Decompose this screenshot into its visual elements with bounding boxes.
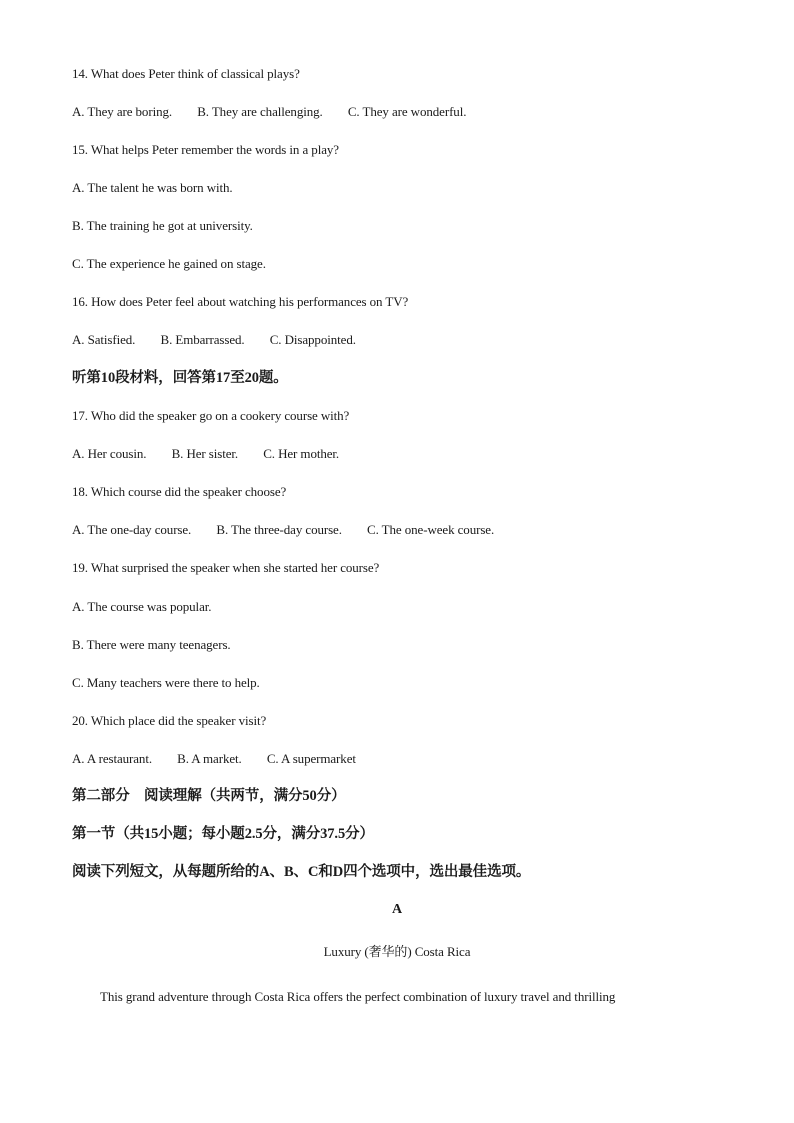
option-b: B. Her sister. — [171, 446, 239, 461]
question-19-option-a: A. The course was popular. — [72, 599, 212, 614]
question-15-option-b: B. The training he got at university. — [72, 218, 253, 233]
material-10-heading: 听第10段材料，回答第17至20题。 — [72, 370, 288, 386]
reading-instructions: 阅读下列短文，从每题所给的A、B、C和D四个选项中，选出最佳选项。 — [72, 864, 531, 880]
passage-letter: A — [391, 902, 402, 917]
question-14-stem: 14. What does Peter think of classical plays? — [72, 66, 300, 81]
question-17-options — [72, 446, 361, 462]
option-c: C. They are wonderful. — [347, 104, 467, 119]
question-19-stem: 19. What surprised the speaker when she started her course? — [72, 560, 380, 575]
option-a: A. A restaurant. — [72, 751, 152, 766]
question-20-stem: 20. Which place did the speaker visit? — [72, 713, 267, 728]
question-15-stem: 15. What helps Peter remember the words in a play? — [72, 142, 339, 157]
option-a: A. They are boring. — [72, 104, 173, 119]
option-c: C. Her mother. — [263, 446, 340, 461]
question-15-option-a: A. The talent he was born with. — [72, 180, 233, 195]
option-b: B. Embarrassed. — [160, 332, 245, 347]
section-1-heading: 第一节（共15小题；每小题2.5分，满分37.5分） — [72, 826, 374, 842]
question-16-stem: 16. How does Peter feel about watching his performances on TV? — [72, 294, 409, 309]
option-a: A. Satisfied. — [72, 332, 136, 347]
question-19-option-b: B. There were many teenagers. — [72, 637, 231, 652]
question-15-option-c: C. The experience he gained on stage. — [72, 256, 266, 271]
option-b: B. They are challenging. — [197, 104, 323, 119]
question-14-options — [72, 104, 488, 120]
option-c: C. Disappointed. — [269, 332, 356, 347]
question-18-stem: 18. Which course did the speaker choose? — [72, 484, 287, 499]
option-b: B. A market. — [177, 751, 242, 766]
passage-first-line: This grand adventure through Costa Rica offers the perfect combination of luxury travel and thrilling — [100, 989, 616, 1004]
option-a: A. Her cousin. — [72, 446, 147, 461]
question-19-option-c: C. Many teachers were there to help. — [72, 675, 260, 690]
option-c: C. A supermarket — [266, 751, 356, 766]
question-20-options — [72, 751, 378, 767]
option-b: B. The three-day course. — [216, 522, 342, 537]
option-c: C. The one-week course. — [367, 522, 495, 537]
question-18-options — [72, 522, 516, 538]
part-2-heading: 第二部分 阅读理解（共两节，满分50分） — [72, 788, 346, 804]
option-a: A. The one-day course. — [72, 522, 192, 537]
passage-title: Luxury (奢华的) Costa Rica — [323, 944, 471, 959]
question-16-options — [72, 332, 378, 348]
question-17-stem: 17. Who did the speaker go on a cookery course with? — [72, 408, 350, 423]
